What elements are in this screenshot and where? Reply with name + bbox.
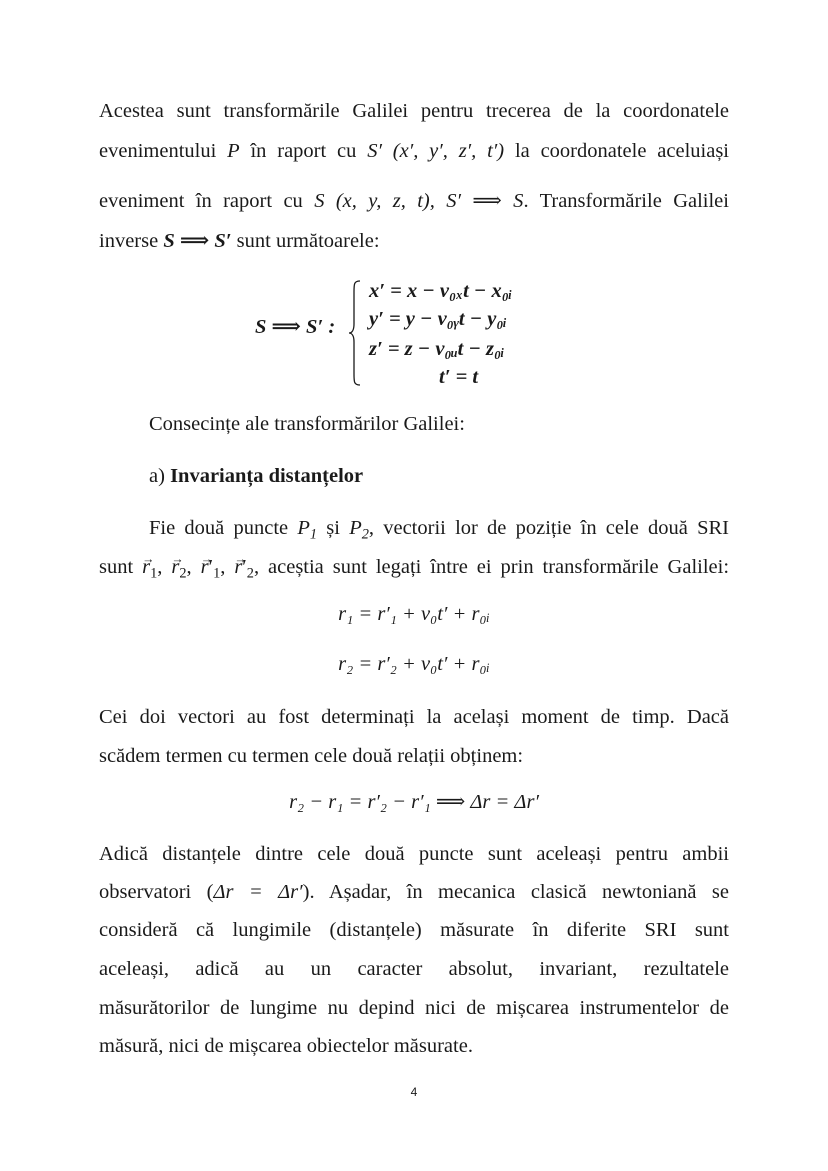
- text: Fie două puncte: [149, 517, 298, 539]
- paragraph-4-line-4: aceleași, adică au un caracter absolut, invariant, rezultatele: [99, 958, 729, 980]
- page-number: 4: [410, 1085, 418, 1099]
- paragraph-1-line-4: [99, 227, 729, 255]
- section-prefix: a): [149, 465, 171, 487]
- paragraph-1-line-3: [99, 187, 729, 215]
- paragraph-2-line-1: [149, 514, 729, 542]
- paragraph-4-line-3: consideră că lungimile (distanțele) măsurate în diferite SRI sunt: [99, 919, 729, 941]
- section-a-heading: [149, 462, 729, 490]
- paragraph-3-line-2: scădem termen cu termen cele două relații obținem:: [99, 745, 524, 767]
- equation-t: t′ = t: [439, 366, 479, 388]
- equation-system: [255, 278, 585, 390]
- math-delta-r: Δr = Δr′: [213, 881, 303, 903]
- math-coords-prime: S′ (x′, y′, z′, t′): [367, 140, 505, 162]
- paragraph-4-line-6: măsură, nici de mișcarea obiectelor măsurate.: [99, 1035, 473, 1057]
- text: sunt următoarele:: [231, 230, 380, 252]
- text: , aceștia sunt legați între ei prin transformările Galilei:: [253, 556, 730, 578]
- math-P: P: [227, 140, 240, 162]
- text: sunt: [99, 556, 143, 578]
- math-P2: $P_2$: [349, 517, 369, 543]
- text: . Transformările Galilei: [523, 190, 729, 212]
- equation-r2: r₂ = r′₂ + v₀t′ + r₀ᵢ: [338, 653, 490, 675]
- paragraph-4-line-1: Adică distanțele dintre cele două puncte sunt aceleași pentru ambii: [99, 843, 729, 865]
- paragraph-1-line-2: [99, 137, 729, 165]
- equation-r1: r₁ = r′₁ + v₀t′ + r₀ᵢ: [338, 603, 490, 625]
- math-coords: S (x, y, z, t), S′ ⟹ S: [314, 190, 524, 212]
- text: inverse: [99, 230, 164, 252]
- equation-z: z′ = z − v₀ᵤt − z₀ᵢ: [369, 338, 505, 360]
- math-vectors-list: → $r_1$, → $r_2$, → $r'_1$, → $r'_2$: [142, 556, 254, 578]
- equation-y: y′ = y − v₀ᵧt − y₀ᵢ: [369, 308, 508, 330]
- paragraph-4-line-5: măsurătorilor de lungime nu depind nici de mișcarea instrumentelor de: [99, 997, 729, 1019]
- paragraph-1-line-1: Acestea sunt transformările Galilei pentru trecerea de la coordonatele: [99, 100, 729, 122]
- left-brace-icon: [348, 280, 362, 386]
- math-P1: $P_1$: [297, 517, 318, 543]
- difference-equation: r₂ − r₁ = r′₂ − r′₁ ⟹ Δr = Δr′: [289, 791, 539, 813]
- text: la coordonatele aceluiași: [504, 140, 729, 162]
- text: și: [317, 517, 350, 539]
- text: ). Așadar, în mecanica clasică newtoniană se: [302, 881, 729, 903]
- paragraph-4-line-2: [99, 878, 729, 906]
- math-inverse: S ⟹ S′: [163, 230, 232, 252]
- text: evenimentului: [99, 140, 228, 162]
- system-label: S ⟹ S′ :: [255, 316, 336, 338]
- equation-x: x′ = x − v₀ₓt − x₀ᵢ: [369, 280, 513, 302]
- text: observatori (: [99, 881, 214, 903]
- paragraph-2-line-2: [99, 553, 729, 581]
- text: eveniment în raport cu: [99, 190, 315, 212]
- consequences-heading: Consecințe ale transformărilor Galilei:: [149, 413, 465, 435]
- section-title: Invarianța distanțelor: [170, 465, 364, 487]
- text: , vectorii lor de poziție în cele două SRI: [368, 517, 729, 539]
- text: în raport cu: [239, 140, 368, 162]
- paragraph-3-line-1: Cei doi vectori au fost determinați la același moment de timp. Dacă: [99, 706, 729, 728]
